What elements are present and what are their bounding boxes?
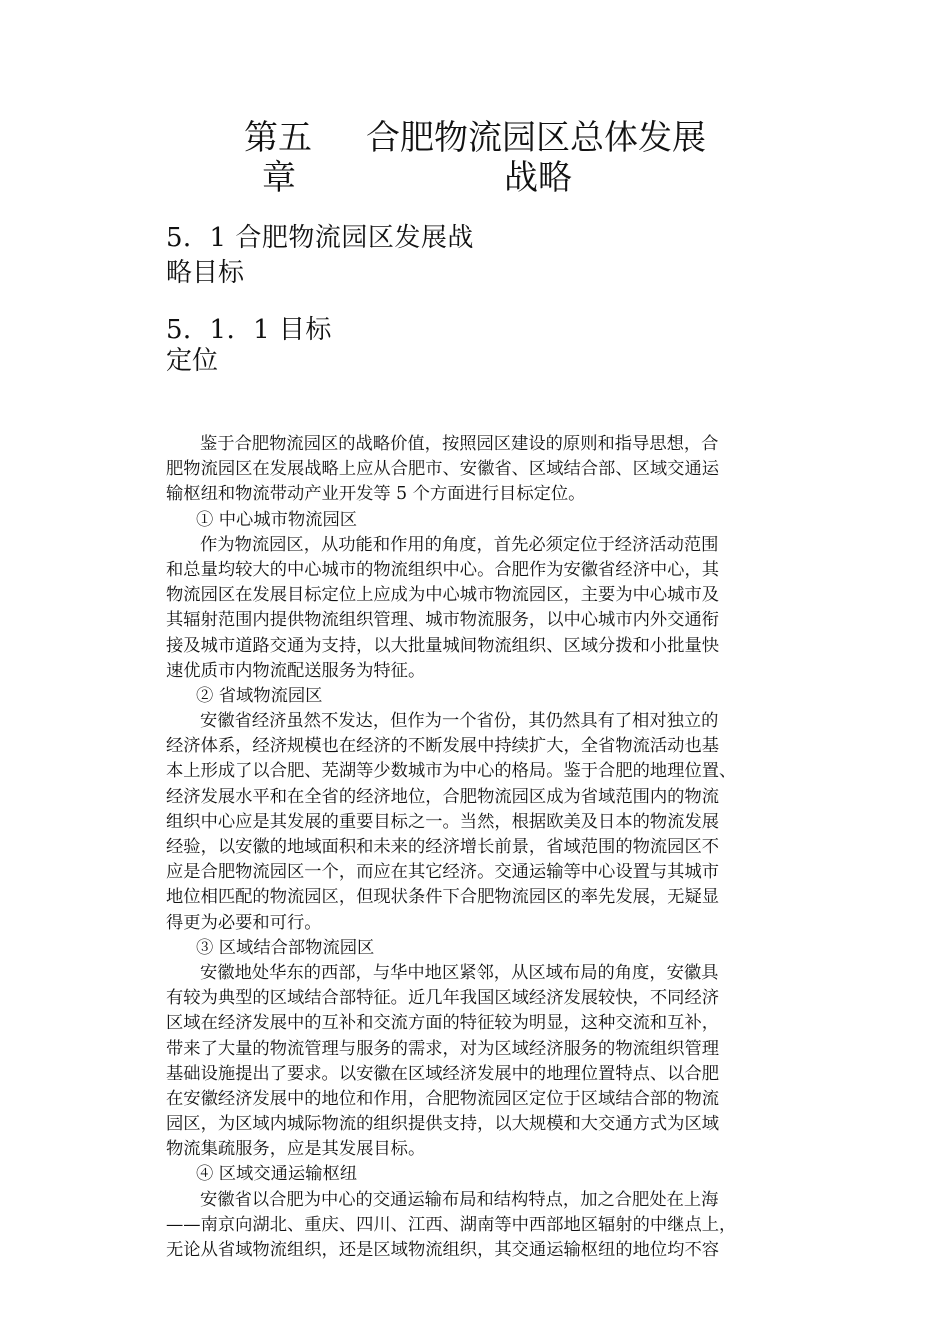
body-line: 组织中心应是其发展的重要目标之一。当然，根据欧美及日本的物流发展 bbox=[166, 811, 720, 832]
body-line: 和总量均较大的中心城市的物流组织中心。合肥作为安徽省经济中心，其 bbox=[166, 559, 720, 580]
body-line: 有较为典型的区域结合部特征。近几年我国区域经济发展较快，不同经济 bbox=[166, 988, 720, 1009]
body-line: 安徽省以合肥为中心的交通运输布局和结构特点，加之合肥处在上海 bbox=[200, 1189, 719, 1210]
body-line: 带来了大量的物流管理与服务的需求，对为区域经济服务的物流组织管理 bbox=[166, 1038, 720, 1059]
body-line: 在安徽经济发展中的地位和作用，合肥物流园区定位于区域结合部的物流 bbox=[166, 1088, 720, 1109]
body-line: 鉴于合肥物流园区的战略价值，按照园区建设的原则和指导思想，合 bbox=[200, 434, 719, 454]
body-line: 园区，为区域内城际物流的组织提供支持，以大规模和大交通方式为区域 bbox=[166, 1114, 720, 1135]
body-line: 基础设施提出了要求。以安徽在区域经济发展中的地理位置特点、以合肥 bbox=[166, 1063, 720, 1084]
body-line: 作为物流园区，从功能和作用的角度，首先必须定位于经济活动范围 bbox=[200, 534, 719, 555]
body-line: 输枢纽和物流带动产业开发等 5 个方面进行目标定位。 bbox=[166, 484, 586, 505]
list-item-heading: ③ 区域结合部物流园区 bbox=[196, 937, 375, 958]
body-line: 物流园区在发展目标定位上应成为中心城市物流园区，主要为中心城市及 bbox=[166, 585, 720, 606]
list-item-heading: ④ 区域交通运输枢纽 bbox=[196, 1164, 358, 1185]
body-line: 区域在经济发展中的互补和交流方面的特征较为明显，这种交流和互补， bbox=[166, 1013, 720, 1034]
body-line: 无论从省域物流组织，还是区域物流组织，其交通运输枢纽的地位均不容 bbox=[166, 1240, 720, 1260]
body-text bbox=[166, 432, 788, 1263]
body-line: 得更为必要和可行。 bbox=[166, 912, 322, 933]
body-line: 其辐射范围内提供物流组织管理、城市物流服务，以中心城市内外交通衔 bbox=[166, 610, 720, 631]
body-line: 经济体系，经济规模也在经济的不断发展中持续扩大，全省物流活动也基 bbox=[166, 736, 720, 757]
body-line: 速优质市内物流配送服务为特征。 bbox=[166, 660, 426, 681]
body-line: 经验，以安徽的地域面积和未来的经济增长前景，省域范围的物流园区不 bbox=[166, 837, 720, 857]
body-line: 地位相匹配的物流园区，但现状条件下合肥物流园区的率先发展，无疑显 bbox=[166, 887, 720, 908]
list-item-heading: ① 中心城市物流园区 bbox=[196, 509, 358, 530]
body-line: 接及城市道路交通为支持，以大批量城间物流组织、区域分拨和小批量快 bbox=[166, 635, 720, 656]
chapter-title-line1: 合肥物流园区总体发展 bbox=[366, 118, 706, 158]
body-line: 本上形成了以合肥、芜湖等少数城市为中心的格局。鉴于合肥的地理位置、 bbox=[166, 761, 737, 782]
chapter-label-line2: 章 bbox=[262, 158, 296, 198]
body-line: ——南京向湖北、重庆、四川、江西、湖南等中西部地区辐射的中继点上， bbox=[166, 1214, 737, 1235]
body-line: 肥物流园区在发展战略上应从合肥市、安徽省、区域结合部、区域交通运 bbox=[166, 459, 720, 480]
body-line: 物流集疏服务，应是其发展目标。 bbox=[166, 1139, 426, 1160]
section-heading-line1: 5．1 合肥物流园区发展战 bbox=[166, 223, 474, 253]
chapter-title-line2: 战略 bbox=[504, 158, 572, 198]
subsection-heading-line2: 定位 bbox=[166, 346, 219, 376]
body-line: 经济发展水平和在全省的经济地位，合肥物流园区成为省域范围内的物流 bbox=[166, 786, 720, 807]
body-line: 应是合肥物流园区一个，而应在其它经济。交通运输等中心设置与其城市 bbox=[166, 862, 720, 883]
section-heading-line2: 略目标 bbox=[166, 258, 245, 288]
subsection-heading-line1: 5．1．1 目标 bbox=[166, 315, 332, 345]
body-line: 安徽地处华东的西部，与华中地区紧邻，从区域布局的角度，安徽具 bbox=[200, 962, 719, 983]
list-item-heading: ② 省域物流园区 bbox=[196, 685, 323, 706]
chapter-label-line1: 第五 bbox=[244, 118, 312, 158]
body-line: 安徽省经济虽然不发达，但作为一个省份，其仍然具有了相对独立的 bbox=[200, 711, 719, 732]
